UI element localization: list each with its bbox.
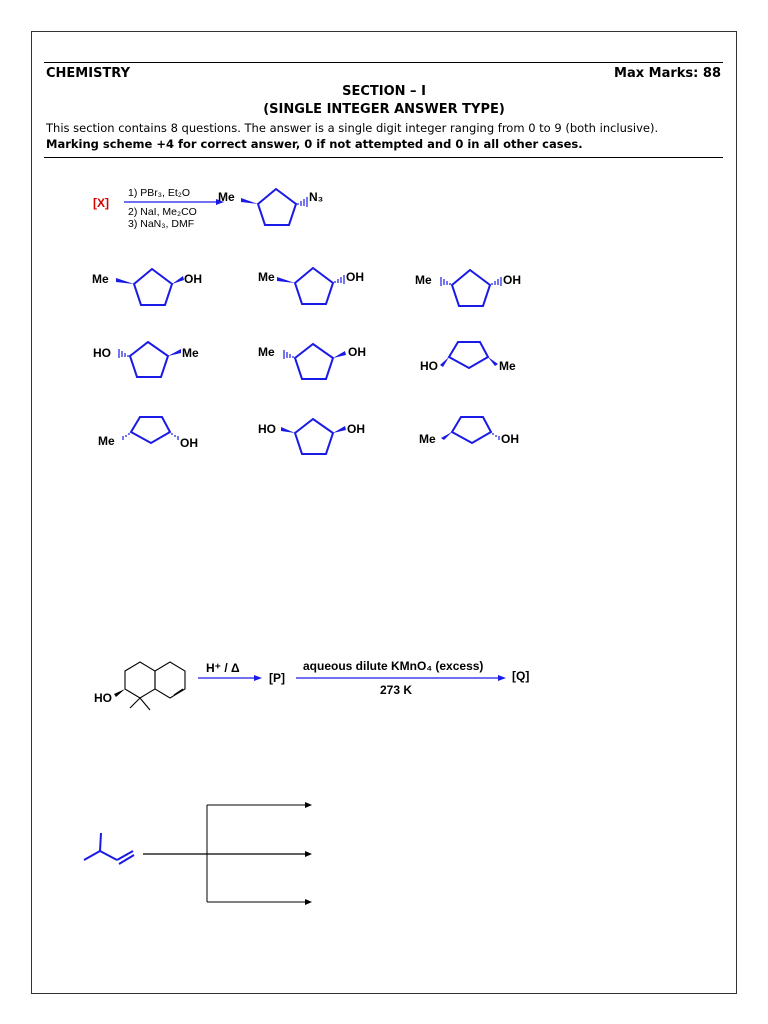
svg-text:OH: OH xyxy=(347,422,365,436)
condition-1: H⁺ / Δ xyxy=(206,661,240,675)
svg-text:HO: HO xyxy=(93,346,111,360)
svg-text:Me: Me xyxy=(415,273,432,287)
svg-text:Me: Me xyxy=(98,434,115,448)
subject-title: CHEMISTRY xyxy=(46,66,131,81)
start-label-x-text: [X] xyxy=(93,196,109,210)
product-p: [P] xyxy=(269,671,285,685)
q1-reaction xyxy=(93,187,323,230)
reagent-1: 1) PBr₃, Et₂O xyxy=(128,187,191,199)
option-3 xyxy=(415,270,521,306)
svg-text:HO: HO xyxy=(258,422,276,436)
option-8 xyxy=(258,419,365,454)
svg-text:OH: OH xyxy=(348,345,366,359)
option-9 xyxy=(419,417,519,446)
option-6 xyxy=(420,342,516,373)
svg-text:Me: Me xyxy=(419,432,436,446)
instructions: This section contains 8 questions. The answer is a single digit integer ranging from 0 to 9 (both inclusive). xyxy=(46,121,659,135)
reagent-2: 2) NaI, Me₂CO xyxy=(128,206,197,218)
option-4 xyxy=(93,342,199,377)
svg-text:HO: HO xyxy=(420,359,438,373)
reagent-kmno4: aqueous dilute KMnO₄ (excess) xyxy=(303,659,484,673)
product-left: Me xyxy=(218,190,235,204)
alkene-structure xyxy=(84,833,134,864)
svg-text:Me: Me xyxy=(499,359,516,373)
svg-text:OH: OH xyxy=(346,270,364,284)
section-title: SECTION – I xyxy=(342,84,426,99)
reagent-3: 3) NaN₃, DMF xyxy=(128,218,195,230)
product-structure xyxy=(218,189,323,225)
svg-text:OH: OH xyxy=(501,432,519,446)
q3-reaction xyxy=(84,802,312,905)
option-7 xyxy=(98,417,198,450)
section-type: (SINGLE INTEGER ANSWER TYPE) xyxy=(263,102,505,117)
svg-text:OH: OH xyxy=(180,436,198,450)
oh-wedge xyxy=(114,689,125,697)
q2-substituent: HO xyxy=(94,691,112,705)
q2-reaction xyxy=(94,659,529,710)
svg-text:OH: OH xyxy=(503,273,521,287)
decalin-structure xyxy=(125,662,185,710)
svg-text:Me: Me xyxy=(258,270,275,284)
svg-text:Me: Me xyxy=(92,272,109,286)
max-marks: Max Marks: 88 xyxy=(614,66,721,81)
option-5 xyxy=(258,344,366,379)
svg-text:OH: OH xyxy=(184,272,202,286)
option-1 xyxy=(92,269,202,305)
svg-text:Me: Me xyxy=(258,345,275,359)
temperature: 273 K xyxy=(380,683,413,697)
option-2 xyxy=(258,268,364,304)
product-q: [Q] xyxy=(512,669,530,683)
product-right: N₃ xyxy=(309,190,324,204)
svg-text:Me: Me xyxy=(182,346,199,360)
marking-scheme: Marking scheme +4 for correct answer, 0 if not attempted and 0 in all other cases. xyxy=(46,137,583,151)
